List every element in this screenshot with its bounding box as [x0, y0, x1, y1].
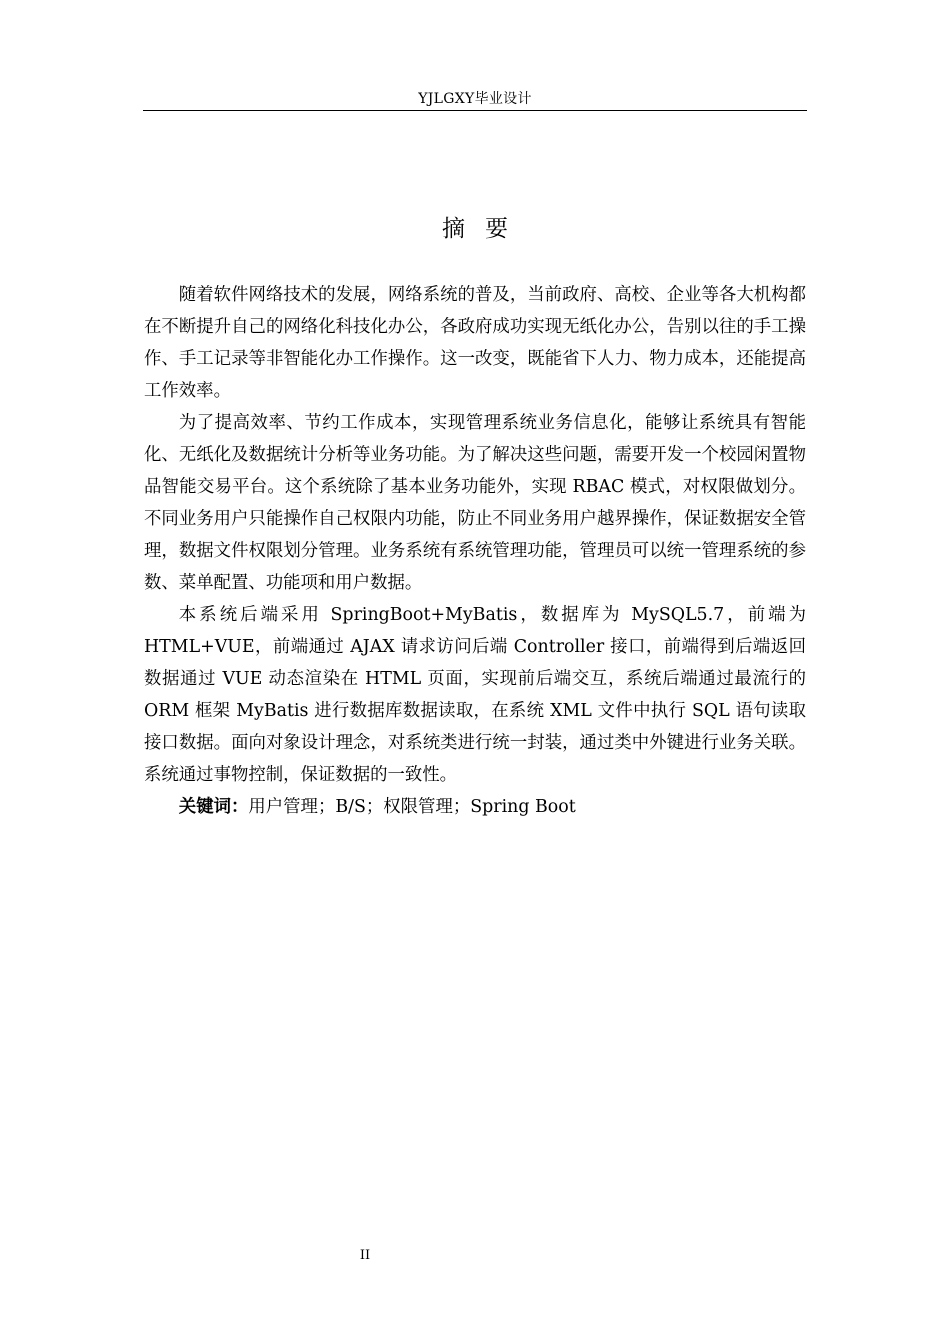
abstract-paragraph-1: 随着软件网络技术的发展，网络系统的普及，当前政府、高校、企业等各大机构都在不断提升自己的网络化科技化办公，各政府成功实现无纸化办公，告别以往的手工操作、手工记录等非智能化办工作操作。这一改变，既能省下人力、物力成本，还能提高工作效率。 [144, 285, 806, 401]
abstract-paragraph-3: 本系统后端采用 SpringBoot+MyBatis，数据库为 MySQL5.7，前端为 HTML+VUE，前端通过 AJAX 请求访问后端 Controller 接口，前端得到后端返回数据通过 VUE 动态渲染在 HTML 页面，实现前后端交互，系统后端通过最流行的 ORM 框架 MyBatis 进行数据库数据读取，在系统 XML 文件中执行 SQL 语句读取接口数据。面向对象设计理念，对系统类进行统一封装，通过类中外键进行业务关联。系统通过事物控制，保证数据的一致性。 [144, 605, 806, 785]
abstract-paragraph-2: 为了提高效率、节约工作成本，实现管理系统业务信息化，能够让系统具有智能化、无纸化及数据统计分析等业务功能。为了解决这些问题，需要开发一个校园闲置物品智能交易平台。这个系统除了基本业务功能外，实现 RBAC 模式，对权限做划分。不同业务用户只能操作自己权限内功能，防止不同业务用户越界操作，保证数据安全管理，数据文件权限划分管理。业务系统有系统管理功能，管理员可以统一管理系统的参数、菜单配置、功能项和用户数据。 [144, 413, 806, 593]
keywords-value: 用户管理；B/S；权限管理；Spring Boot [248, 797, 576, 817]
page-header: YJLGXY毕业设计 [143, 89, 807, 111]
keywords-line [144, 791, 806, 823]
keywords-label: 关键词： [178, 797, 249, 817]
abstract-body [144, 279, 806, 823]
abstract-title: 摘要 [442, 216, 528, 242]
page-number: II [359, 1248, 371, 1263]
